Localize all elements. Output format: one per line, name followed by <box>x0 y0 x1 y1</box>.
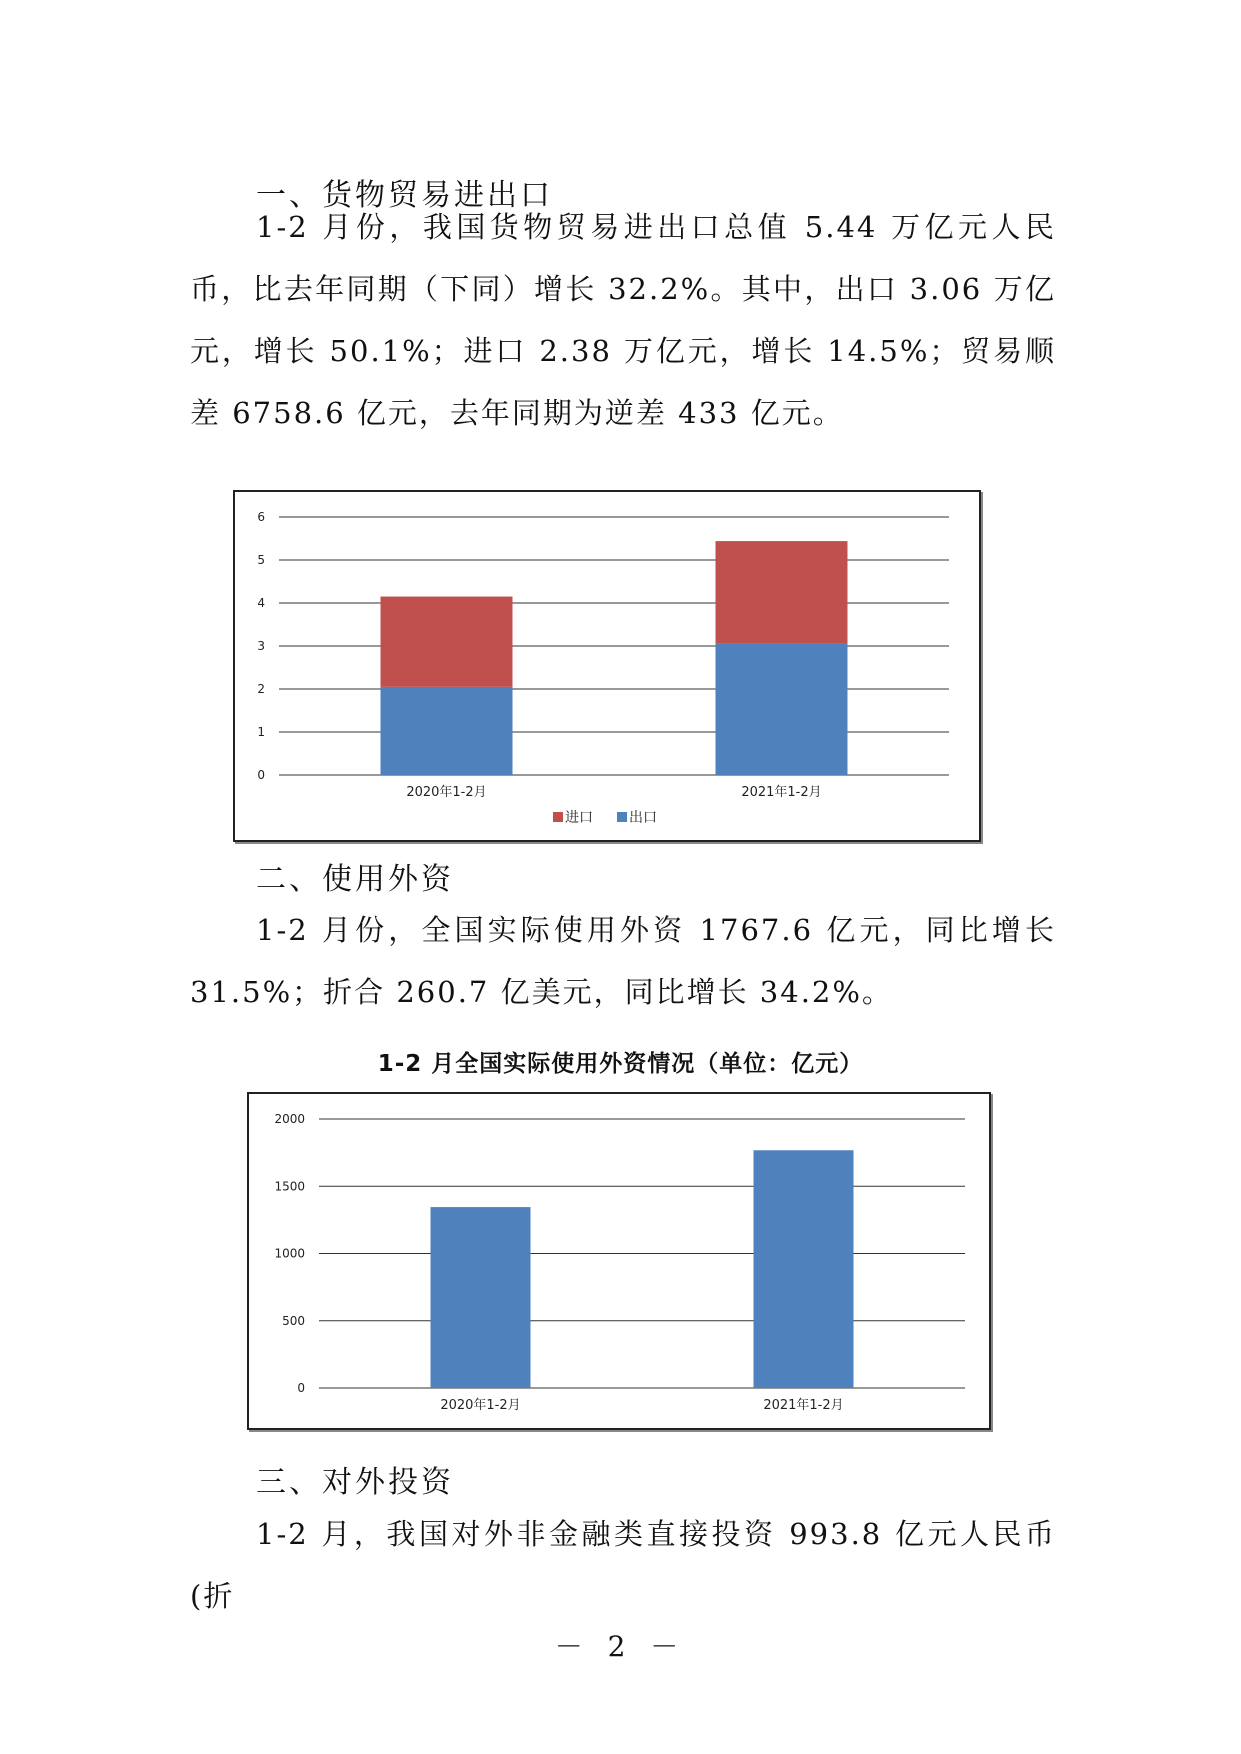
section-heading-odi: 三、对外投资 <box>256 1465 454 1500</box>
bar-出口 <box>716 643 848 775</box>
section-heading-trade: 一、货物贸易进出口 <box>256 178 553 213</box>
y-tick-label: 2000 <box>274 1112 305 1126</box>
bar-value <box>754 1150 854 1388</box>
y-tick-label: 1 <box>257 725 265 739</box>
y-tick-label: 5 <box>257 553 265 567</box>
y-tick-label: 6 <box>257 510 265 524</box>
x-tick-label: 2020年1-2月 <box>440 1398 521 1413</box>
chart-fdi <box>249 1094 989 1428</box>
y-tick-label: 0 <box>257 768 265 782</box>
x-tick-label: 2021年1-2月 <box>763 1398 844 1413</box>
bar-出口 <box>381 687 513 775</box>
y-tick-label: 0 <box>297 1381 305 1395</box>
chart-trade-box <box>233 490 981 842</box>
chart-fdi-title: 1-2 月全国实际使用外资情况（单位：亿元） <box>377 1051 864 1077</box>
paragraph-fdi-text: 1-2 月份，全国实际使用外资 1767.6 亿元，同比增长 31.5%；折合 260.7 亿美元，同比增长 34.2%。 <box>190 913 1056 1009</box>
legend-swatch-进口 <box>553 812 563 822</box>
y-tick-label: 3 <box>257 639 265 653</box>
chart-trade <box>235 492 979 840</box>
x-tick-label: 2021年1-2月 <box>741 785 822 800</box>
paragraph-fdi <box>190 899 1056 1023</box>
page-number: － 2 － <box>554 1630 687 1663</box>
y-tick-label: 1000 <box>274 1246 305 1261</box>
paragraph-trade <box>190 196 1056 444</box>
y-tick-label: 1500 <box>274 1179 305 1194</box>
legend-label-出口: 出口 <box>629 810 657 826</box>
paragraph-odi-text: 1-2 月，我国对外非金融类直接投资 993.8 亿元人民币(折 <box>190 1517 1056 1613</box>
bar-value <box>431 1207 531 1388</box>
y-tick-label: 4 <box>257 596 265 610</box>
paragraph-odi <box>190 1503 1056 1627</box>
x-tick-label: 2020年1-2月 <box>406 785 487 800</box>
y-tick-label: 2 <box>257 682 265 696</box>
bar-进口 <box>381 597 513 687</box>
legend-swatch-出口 <box>617 812 627 822</box>
y-tick-label: 500 <box>282 1313 305 1328</box>
chart-fdi-box <box>247 1092 991 1430</box>
paragraph-trade-text: 1-2 月份，我国货物贸易进出口总值 5.44 万亿元人民币，比去年同期（下同）增长 32.2%。其中，出口 3.06 万亿元，增长 50.1%；进口 2.38 万亿元，增长 14.5%；贸易顺差 6758.6 亿元，去年同期为逆差 433 亿元。 <box>190 210 1056 430</box>
legend-label-进口: 进口 <box>565 810 593 826</box>
bar-进口 <box>716 541 848 643</box>
section-heading-fdi: 二、使用外资 <box>256 862 454 897</box>
